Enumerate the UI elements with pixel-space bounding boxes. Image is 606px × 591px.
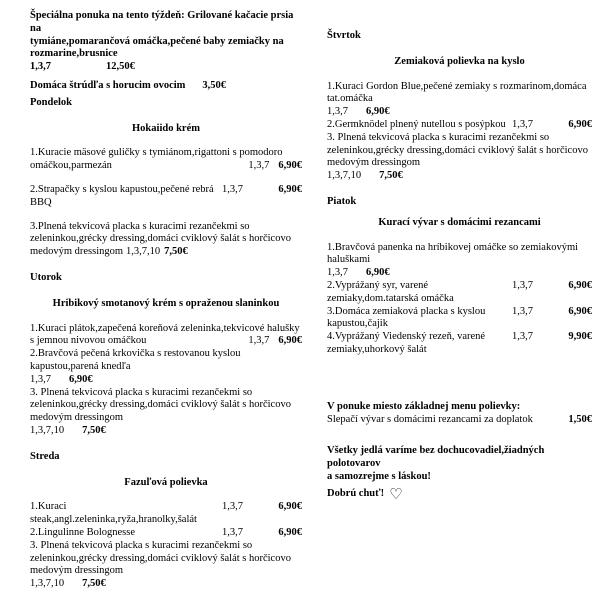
item-price: 9,90€ xyxy=(568,331,592,343)
menu-item xyxy=(327,132,592,183)
item-price-line xyxy=(30,425,302,438)
item-price: 6,90€ xyxy=(278,335,302,347)
footer-line xyxy=(327,486,592,504)
special-offer xyxy=(30,10,302,74)
item-price-line xyxy=(327,267,592,280)
item-text: 1.Kuraci steak,angl.zeleninka,ryža,hranolky,šalát xyxy=(30,501,197,526)
item-price: 6,90€ xyxy=(568,118,592,130)
menu-item xyxy=(30,527,302,540)
menu-item xyxy=(327,242,592,280)
day-section xyxy=(327,30,592,183)
item-allergens: 1,3,7 xyxy=(512,118,533,130)
item-text: 1.Bravčová panenka na hríbikovej omáčke so zemiakovými haluškami xyxy=(327,241,579,266)
menu-item xyxy=(30,221,302,259)
soup-note-price: 1,50€ xyxy=(568,413,592,425)
soup-note xyxy=(327,401,592,427)
day-items xyxy=(327,81,592,183)
item-price-tail xyxy=(248,160,302,173)
item-allergens: 1,3,7,10 xyxy=(126,246,161,258)
soup-title: Kurací vývar s domácimi rezancami xyxy=(378,216,541,228)
day-name: Utorok xyxy=(30,271,62,283)
day-section xyxy=(30,272,302,438)
item-text: 3. Plnená tekvicová placka s kuracimi rezančekmi so zeleninkou,grécky dressing,domáci cviklový šalát s horčicovo medovým dressingom xyxy=(327,131,588,169)
menu-item xyxy=(30,348,302,386)
item-allergens: 1,3,7,10 xyxy=(327,170,362,182)
item-allergens: 1,3,7 xyxy=(512,331,533,343)
item-price: 6,90€ xyxy=(69,373,93,385)
item-allergens: 1,3,7 xyxy=(512,305,533,317)
item-price: 6,90€ xyxy=(278,183,302,195)
item-allergens: 1,3,7 xyxy=(222,183,243,195)
item-price-line xyxy=(327,170,592,183)
menu-item xyxy=(327,280,592,306)
footer-greeting: Dobrú chuť! xyxy=(327,488,385,500)
soup-title: Zemiaková polievka na kyslo xyxy=(394,55,525,67)
item-price-line xyxy=(30,374,302,387)
item-text: 2.Bravčová pečená krkovička s restovanou kyslou kapustou,parená knedľa xyxy=(30,348,241,372)
menu-item xyxy=(30,540,302,591)
day-name: Pondelok xyxy=(30,96,73,108)
soup-title: Hribikový smotanový krém s opraženou slaninkou xyxy=(52,297,280,309)
item-allergens: 1,3,7 xyxy=(248,160,270,172)
menu-item xyxy=(30,184,302,210)
item-text: 3. Plnená tekvicová placka s kuracimi rezančekmi so zeleninkou,grécky dressing,domáci cviklový šalát s horčicovo medovým dressingom xyxy=(30,386,291,424)
item-price: 6,90€ xyxy=(278,526,302,538)
item-price: 6,90€ xyxy=(278,160,302,172)
soup-title: Fazuľová polievka xyxy=(124,476,208,488)
dessert-offer xyxy=(30,80,226,93)
special-offer-line: Špeciálna ponuka na tento týždeň: Grilované kačacie prsia na xyxy=(30,10,294,34)
day-items xyxy=(30,147,302,259)
special-allergens: 1,3,7 xyxy=(30,61,51,73)
item-text: 2.Strapačky s kyslou kapustou,pečené rebrá BBQ xyxy=(30,183,214,208)
item-allergens: 1,3,7 xyxy=(222,501,243,513)
days-left-container xyxy=(30,97,302,591)
special-price: 12,50€ xyxy=(106,61,135,73)
day-name: Štvrtok xyxy=(327,30,361,41)
item-text: 2.Lingulinne Bolognesse xyxy=(30,526,135,538)
item-price: 6,90€ xyxy=(568,279,592,291)
item-price-line xyxy=(327,106,592,119)
item-allergens: 1,3,7 xyxy=(30,373,51,385)
item-allergens: 1,3,7 xyxy=(327,106,348,118)
item-allergens: 1,3,7 xyxy=(327,267,348,279)
item-allergens: 1,3,7,10 xyxy=(30,424,65,436)
item-allergens: 1,3,7 xyxy=(222,526,243,538)
item-text: 1.Kuraci plátok,zapečená koreňová zeleninka,tekvicové halušky s jemnou nivovou omáčkou xyxy=(30,322,300,347)
footer-line: a samozrejme s láskou! xyxy=(327,470,431,482)
item-text: 3.Domáca zemiaková placka s kyslou kapustou,čajik xyxy=(327,305,486,330)
item-text: 3. Plnená tekvicová placka s kuracimi rezančekmi so zeleninkou,grécky dressing,domáci cviklový šalát s horčicovo medovým dressingom xyxy=(30,539,291,577)
day-section xyxy=(30,97,302,259)
item-price: 6,90€ xyxy=(366,267,390,279)
day-items xyxy=(30,323,302,438)
dessert-price: 3,50€ xyxy=(202,79,226,91)
item-price: 7,50€ xyxy=(82,424,106,436)
day-section xyxy=(30,451,302,591)
menu-item xyxy=(327,81,592,119)
item-text: 1.Kuracie mäsové guličky s tymiánom,rigattoni s pomodoro omáčkou,parmezán xyxy=(30,147,283,172)
day-name: Piatok xyxy=(327,195,357,207)
item-text: 1.Kuraci Gordon Blue,pečené zemiaky s rozmarinom,domáca tat.omáčka xyxy=(327,80,587,105)
day-items xyxy=(30,501,302,591)
item-price: 7,50€ xyxy=(82,578,106,590)
menu-item xyxy=(327,331,592,357)
item-allergens: 1,3,7,10 xyxy=(30,578,65,590)
menu-item xyxy=(30,501,302,527)
item-price: 6,90€ xyxy=(278,501,302,513)
menu-item xyxy=(30,147,302,173)
item-price: 7,50€ xyxy=(164,246,188,258)
item-text: 2.Vyprážaný syr, varené zemiaky,dom.tatarská omáčka xyxy=(327,279,454,304)
menu-item xyxy=(327,119,592,132)
item-text: 4.Vyprážaný Viedenský rezeň, varené zemiaky,uhorkový šalát xyxy=(327,331,486,355)
left-column xyxy=(30,10,302,591)
item-allergens: 1,3,7 xyxy=(512,279,533,291)
item-price: 7,50€ xyxy=(379,170,403,182)
item-allergens: 1,3,7 xyxy=(248,335,270,347)
footer-note xyxy=(327,445,592,504)
soup-title: Hokaiido krém xyxy=(132,122,200,134)
soup-note-row xyxy=(327,414,592,427)
item-text: 3.Plnená tekvicová placka s kuracimi rezančekmi so zeleninkou,grécky dressing,domáci cviklový šalát s horčicovo medovým dressingom xyxy=(30,220,291,258)
days-right-container xyxy=(327,30,592,357)
special-offer-line: tymiáne,pomarančová omáčka,pečené baby zemiačky na rozmarine,brusnice xyxy=(30,35,284,60)
item-text: 2.Germknödel plnený nutellou s posýpkou xyxy=(327,118,506,130)
dessert-text: Domáca štrúdľa s horucim ovocim xyxy=(30,79,186,91)
heart-icon: ♡ xyxy=(389,486,403,503)
right-column xyxy=(327,10,592,591)
day-section xyxy=(327,196,592,357)
item-price-line xyxy=(30,578,302,591)
menu-item xyxy=(30,323,302,349)
footer-line: Všetky jedlá varíme bez dochucovadiel,žiadných polotovarov xyxy=(327,445,545,470)
soup-note-text: Slepačí vývar s domácimi rezancami za doplatok xyxy=(327,413,533,425)
item-price: 6,90€ xyxy=(366,106,390,118)
item-price: 6,90€ xyxy=(568,305,592,317)
item-price-tail xyxy=(248,335,302,348)
soup-note-title: V ponuke miesto základnej menu polievky: xyxy=(327,400,521,412)
special-offer-price-line xyxy=(30,61,302,74)
day-items xyxy=(327,242,592,357)
day-name: Streda xyxy=(30,450,60,462)
menu-item xyxy=(30,387,302,438)
menu-item xyxy=(327,306,592,332)
